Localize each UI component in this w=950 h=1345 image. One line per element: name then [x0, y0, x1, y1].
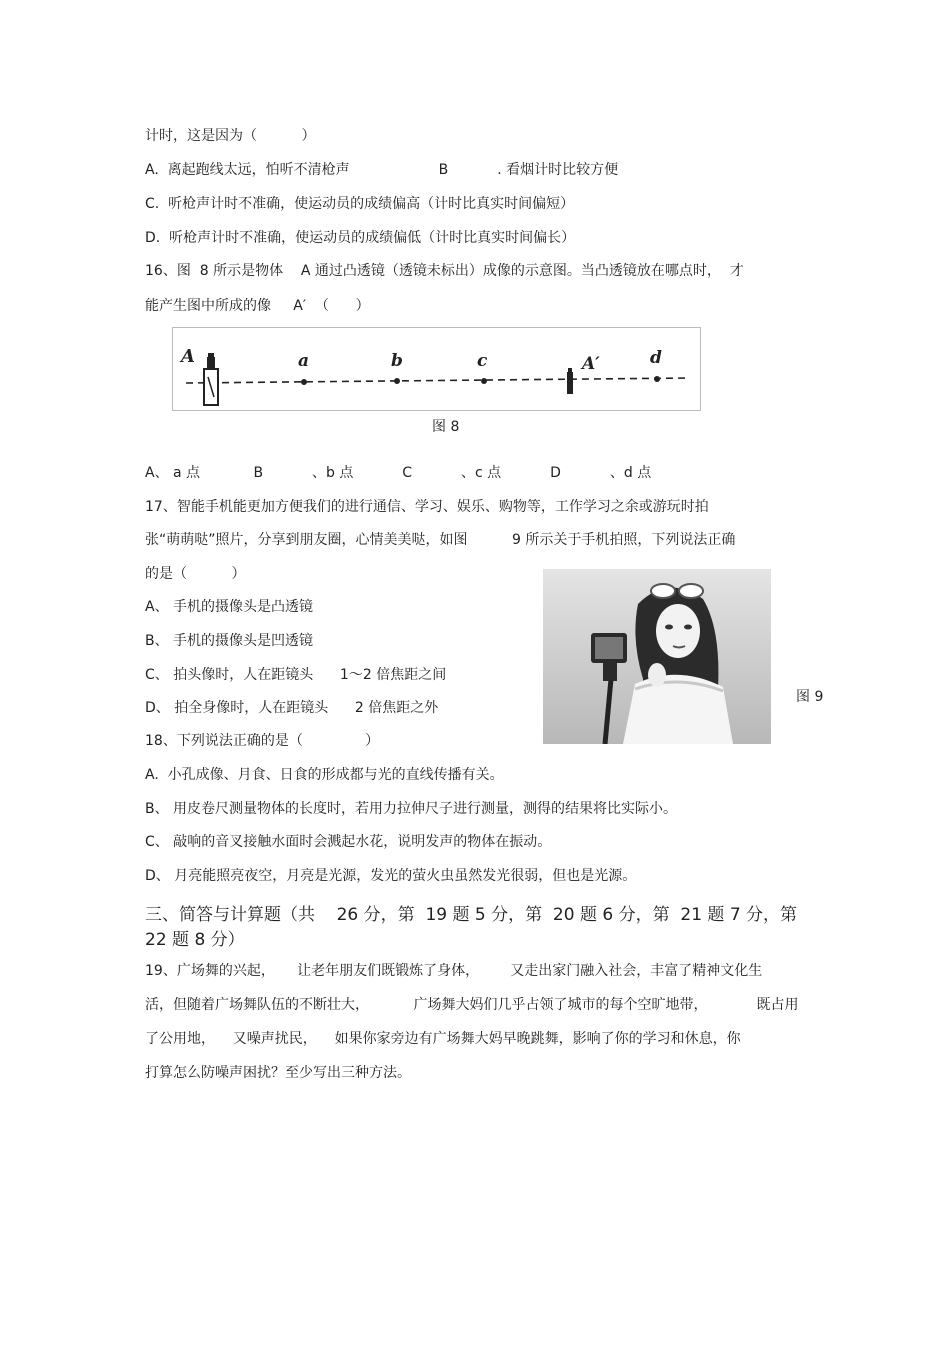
- question-19-line-1: 19、广场舞的兴起， 让老年朋友们既锻炼了身体， 又走出家门融入社会，丰富了精神文化生: [145, 963, 763, 979]
- question-19-line-4: 打算怎么防噪声困扰？至少写出三种方法。: [145, 1065, 411, 1081]
- question-17-option-d: D、 拍全身像时，人在距镜头 2 倍焦距之外: [145, 700, 439, 716]
- figure-8-diagram: [172, 327, 701, 411]
- option-d-line: D. 听枪声计时不准确，使运动员的成绩偏低（计时比真实时间偏长）: [145, 230, 576, 246]
- question-17-option-a: A、 手机的摄像头是凸透镜: [145, 599, 314, 615]
- text-line-1: 计时，这是因为（ ）: [145, 128, 316, 144]
- option-c-line: C. 听枪声计时不准确，使运动员的成绩偏高（计时比真实时间偏短）: [145, 196, 575, 212]
- label-d: d: [650, 348, 662, 368]
- section-heading-line-1: 三、简答与计算题（共 26 分，第 19 题 5 分，第 20 题 6 分，第 21 题 7 分，第: [145, 905, 798, 925]
- section-heading-line-2: 22 题 8 分）: [145, 930, 245, 950]
- question-16-options: A、 a 点 B 、b 点 C 、c 点 D 、d 点: [145, 465, 652, 481]
- question-18-option-a: A. 小孔成像、月食、日食的形成都与光的直线传播有关。: [145, 767, 504, 783]
- point-d: [654, 376, 660, 382]
- option-a-line: A. 离起跑线太远，怕听不清枪声 B . 看烟计时比较方便: [145, 162, 619, 178]
- question-16-line-1: 16、图 8 所示是物体 A 通过凸透镜（透镜未标出）成像的示意图。当凸透镜放在哪点时， 才: [145, 263, 744, 279]
- question-18-option-d: D、 月亮能照亮夜空，月亮是光源，发光的萤火虫虽然发光很弱，但也是光源。: [145, 868, 637, 884]
- point-c: [481, 378, 487, 384]
- question-16-line-2: 能产生图中所成的像 A′ （ ）: [145, 298, 370, 314]
- question-17-line-3: 的是（ ）: [145, 566, 246, 582]
- question-17-option-b: B、 手机的摄像头是凹透镜: [145, 633, 314, 649]
- figure-9-caption: 图 9: [796, 689, 824, 705]
- question-18-line: 18、下列说法正确的是（ ）: [145, 733, 380, 749]
- question-17-line-1: 17、智能手机能更加方便我们的进行通信、学习、娱乐、购物等，工作学习之余或游玩时拍: [145, 499, 709, 515]
- question-18-option-c: C、 敲响的音叉接触水面时会溅起水花，说明发声的物体在振动。: [145, 834, 552, 850]
- label-b: b: [391, 351, 403, 371]
- figure-9-photo: [543, 569, 771, 744]
- question-17-option-c: C、 拍头像时，人在距镜头 1～2 倍焦距之间: [145, 667, 447, 683]
- label-a-prime: A′: [582, 354, 600, 374]
- figure-8-caption: 图 8: [432, 419, 460, 435]
- question-17-line-2: 张“萌萌哒”照片，分享到朋友圈，心情美美哒，如图 9 所示关于手机拍照，下列说法正确: [145, 532, 736, 548]
- point-a: [301, 379, 307, 385]
- question-19-line-3: 了公用地， 又噪声扰民， 如果你家旁边有广场舞大妈早晚跳舞，影响了你的学习和休息，你: [145, 1031, 741, 1047]
- label-a-lower: a: [298, 351, 310, 371]
- question-18-option-b: B、 用皮卷尺测量物体的长度时，若用力拉伸尺子进行测量，测得的结果将比实际小。: [145, 801, 678, 817]
- label-a-upper: A: [181, 346, 195, 367]
- point-b: [394, 378, 400, 384]
- question-19-line-2: 活，但随着广场舞队伍的不断壮大， 广场舞大妈们几乎占领了城市的每个空旷地带， 既占用: [145, 997, 799, 1013]
- label-c: c: [477, 351, 488, 371]
